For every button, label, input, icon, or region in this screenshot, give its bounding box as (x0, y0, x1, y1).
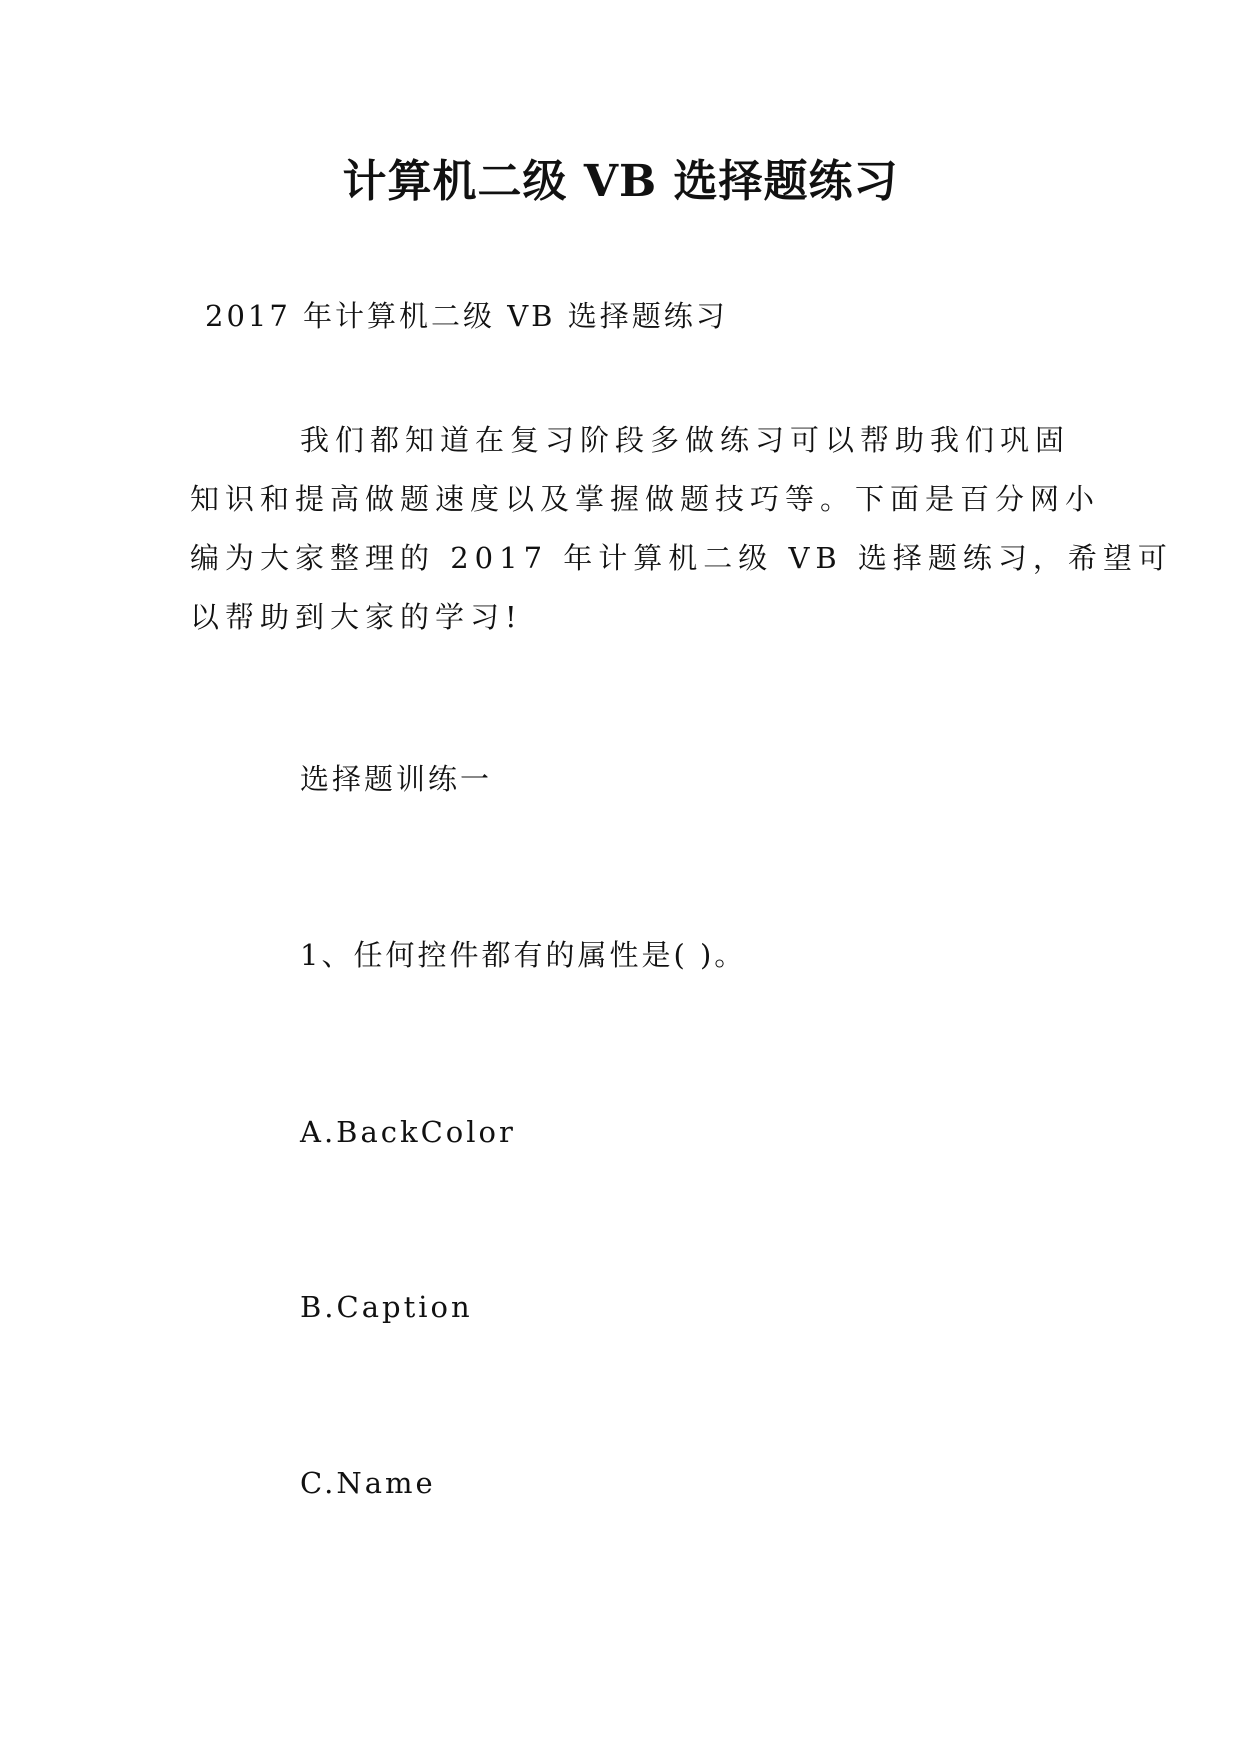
section-heading: 选择题训练一 (300, 762, 493, 796)
intro-line: 以帮助到大家的学习! (190, 600, 523, 634)
document-title: 计算机二级 VB 选择题练习 (342, 156, 899, 207)
question-text: 1、任何控件都有的属性是( )。 (300, 938, 747, 972)
option-a: A.BackColor (300, 1115, 516, 1149)
intro-paragraph (190, 411, 1173, 647)
document-subtitle: 2017 年计算机二级 VB 选择题练习 (205, 299, 728, 333)
intro-line: 我们都知道在复习阶段多做练习可以帮助我们巩固 (300, 423, 1071, 457)
intro-line: 知识和提高做题速度以及掌握做题技巧等。下面是百分网小 (190, 482, 1101, 516)
option-b: B.Caption (300, 1290, 473, 1324)
intro-line: 编为大家整理的 2017 年计算机二级 VB 选择题练习，希望可 (190, 541, 1173, 575)
option-c: C.Name (300, 1466, 436, 1500)
